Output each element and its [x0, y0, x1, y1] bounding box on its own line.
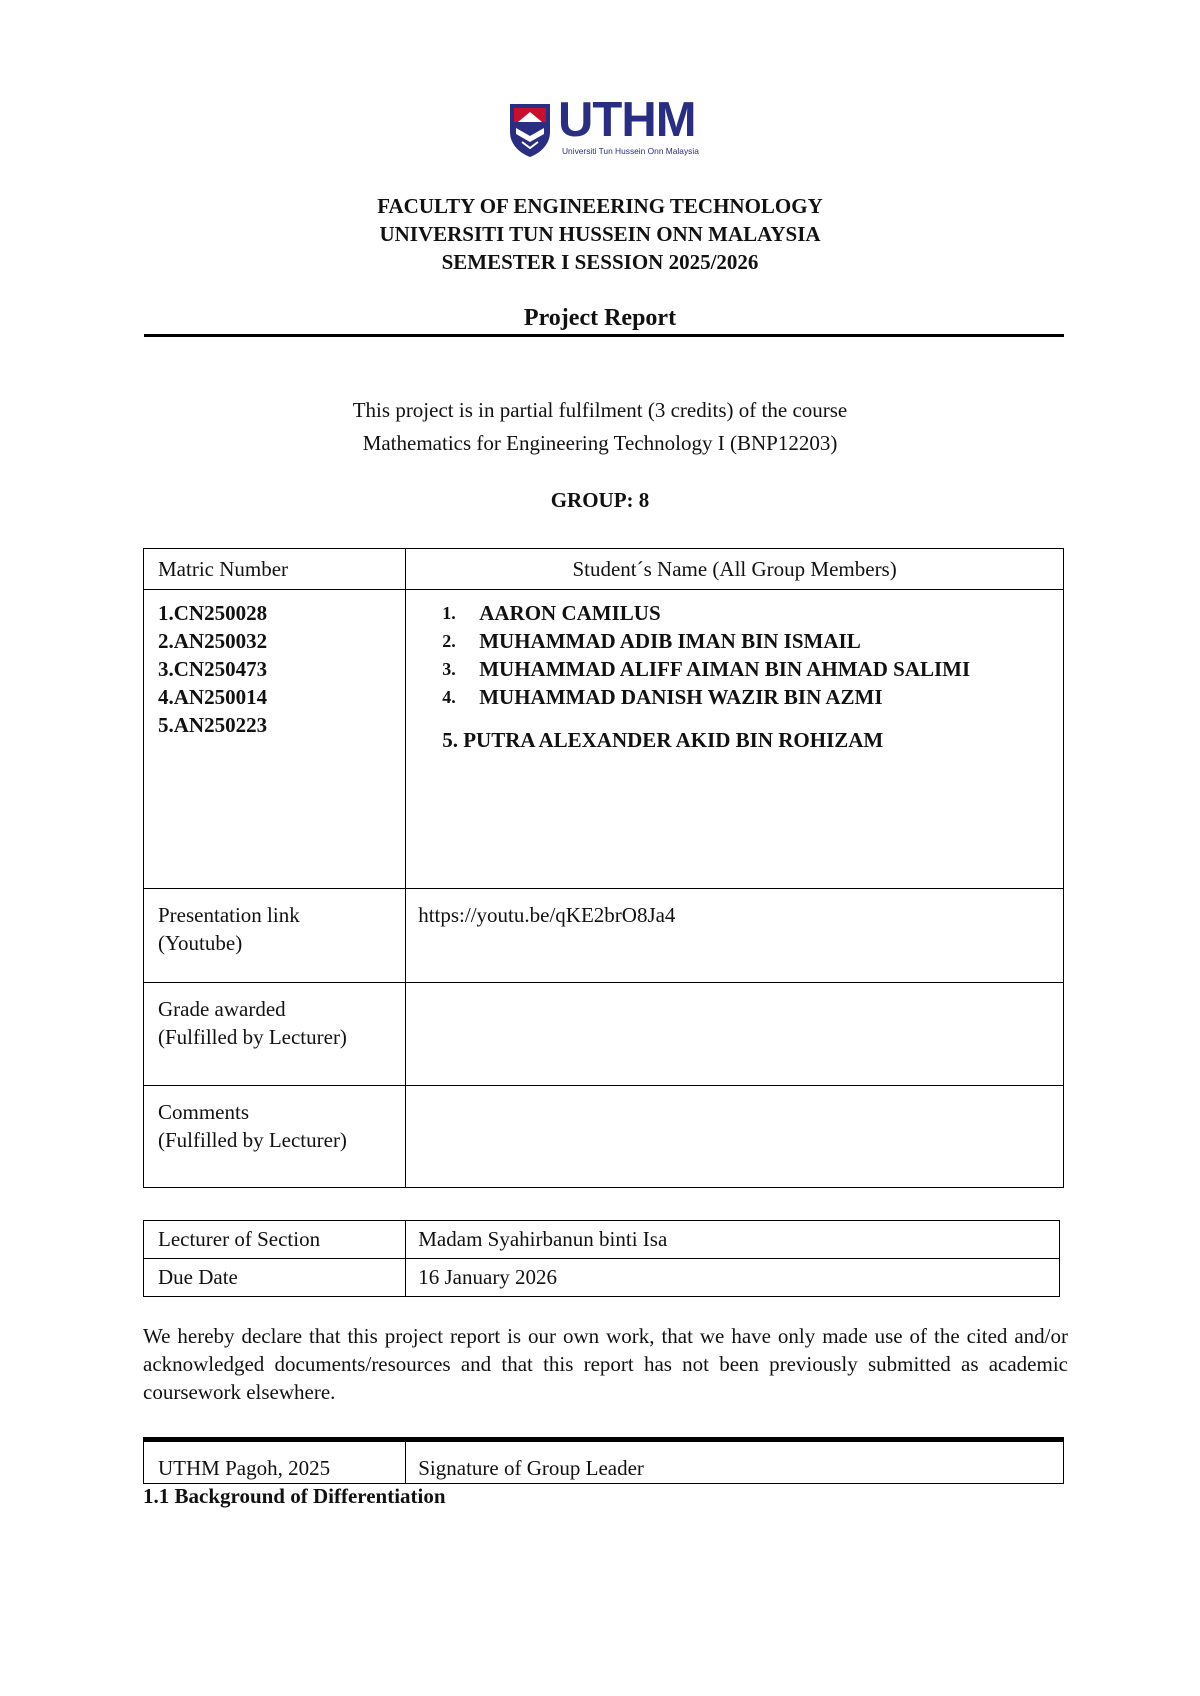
- signature-row: [144, 1440, 1064, 1484]
- members-row: [144, 590, 1064, 889]
- comments-row: [144, 1086, 1064, 1188]
- matric-item: 5.AN250223: [158, 713, 268, 737]
- grade-value: [406, 983, 1063, 995]
- lecturer-value-cell: [406, 1221, 1060, 1259]
- student-name: MUHAMMAD ADIB IMAN BIN ISMAIL: [479, 629, 861, 653]
- names-column-header: [406, 549, 1064, 590]
- grade-label-cell: [144, 983, 406, 1086]
- members-table-header: [144, 549, 1064, 590]
- name-item: [406, 683, 1063, 711]
- name-item: [406, 627, 1063, 655]
- matric-list: [144, 590, 405, 739]
- signature-label: Signature of Group Leader: [418, 1456, 644, 1480]
- names-list: [406, 590, 1063, 711]
- student-name: MUHAMMAD DANISH WAZIR BIN AZMI: [479, 685, 883, 709]
- fulfilment-line-1: This project is in partial fulfilment (3 credits) of the course: [352, 398, 848, 422]
- presentation-sublabel: (Youtube): [158, 931, 243, 955]
- faculty-name: FACULTY OF ENGINEERING TECHNOLOGY: [377, 194, 823, 218]
- name-number: 4.: [442, 687, 456, 707]
- name-item: [406, 599, 1063, 627]
- student-name: AARON CAMILUS: [479, 601, 661, 625]
- name-number: 2.: [442, 631, 456, 651]
- declaration-paragraph: We hereby declare that this project report is our own work, that we have only made use of the cited and/or acknowledged documents/resources and that this report has not been previously submitted as academic coursework elsewhere.: [143, 1324, 1068, 1404]
- grade-row: [144, 983, 1064, 1086]
- uthm-crest-icon: [508, 102, 552, 158]
- grade-label: Grade awarded: [158, 997, 286, 1021]
- members-table: [143, 548, 1064, 1188]
- presentation-link[interactable]: https://youtu.be/qKE2brO8Ja4: [418, 903, 676, 927]
- lecturer-row: [144, 1221, 1060, 1259]
- comments-value-cell: [406, 1086, 1064, 1188]
- fulfilment-statement: [0, 394, 1200, 460]
- logo-subtitle: Universiti Tun Hussein Onn Malaysia: [562, 146, 699, 156]
- name-number: 3.: [442, 659, 456, 679]
- student-name: MUHAMMAD ALIFF AIMAN BIN AHMAD SALIMI: [479, 657, 971, 681]
- document-header: [0, 192, 1200, 276]
- lecturer-name: Madam Syahirbanun binti Isa: [418, 1227, 668, 1251]
- due-date-row: [144, 1259, 1060, 1297]
- matric-column-header: [144, 549, 406, 590]
- place-date-cell: [144, 1440, 406, 1484]
- grade-sublabel: (Fulfilled by Lecturer): [158, 1025, 347, 1049]
- comments-label: Comments: [158, 1100, 250, 1124]
- matric-item: 4.AN250014: [158, 685, 268, 709]
- section-heading: 1.1 Background of Differentiation: [143, 1484, 446, 1508]
- presentation-label: Presentation link: [158, 903, 300, 927]
- matric-item: 2.AN250032: [158, 629, 268, 653]
- lecturer-table: [143, 1220, 1060, 1297]
- signature-table: [143, 1437, 1064, 1484]
- matric-item: 1.CN250028: [158, 601, 268, 625]
- document-title: Project Report: [523, 305, 677, 331]
- fulfilment-line-2: Mathematics for Engineering Technology I (BNP12203): [362, 431, 838, 455]
- place-date: UTHM Pagoh, 2025: [158, 1456, 331, 1480]
- logo-wordmark: UTHM: [558, 93, 696, 147]
- matric-header-label: Matric Number: [158, 556, 289, 581]
- due-date-label: Due Date: [158, 1265, 238, 1289]
- presentation-link-row: [144, 889, 1064, 983]
- signature-cell: [406, 1440, 1064, 1484]
- presentation-link-cell: [406, 889, 1064, 983]
- matric-cell: [144, 590, 406, 889]
- name-number: 1.: [442, 603, 456, 623]
- comments-sublabel: (Fulfilled by Lecturer): [158, 1128, 347, 1152]
- comments-label-cell: [144, 1086, 406, 1188]
- uthm-logo: [508, 93, 704, 162]
- names-cell: [406, 590, 1064, 889]
- comments-value: [406, 1086, 1063, 1098]
- due-date-value: 16 January 2026: [418, 1265, 558, 1289]
- lecturer-label-cell: [144, 1221, 406, 1259]
- presentation-label-cell: [144, 889, 406, 983]
- due-value-cell: [406, 1259, 1060, 1297]
- student-name-5: 5. PUTRA ALEXANDER AKID BIN ROHIZAM: [442, 728, 884, 752]
- group-number: GROUP: 8: [550, 488, 650, 512]
- title-divider: [144, 334, 1064, 337]
- matric-item: 3.CN250473: [158, 657, 268, 681]
- semester-session: SEMESTER I SESSION 2025/2026: [441, 250, 759, 274]
- university-name: UNIVERSITI TUN HUSSEIN ONN MALAYSIA: [379, 222, 821, 246]
- name-item: [406, 655, 1063, 683]
- names-header-label: Student´s Name (All Group Members): [572, 556, 897, 581]
- due-label-cell: [144, 1259, 406, 1297]
- lecturer-label: Lecturer of Section: [158, 1227, 321, 1251]
- grade-value-cell: [406, 983, 1064, 1086]
